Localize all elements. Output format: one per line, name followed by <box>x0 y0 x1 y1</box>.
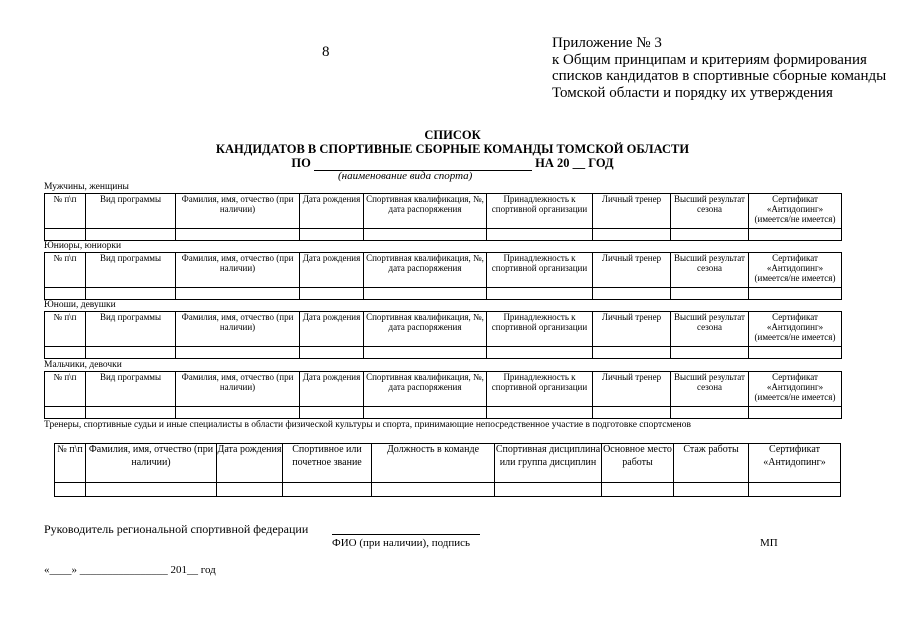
header-row <box>45 312 842 347</box>
section-label: Юноши, девушки <box>44 300 116 310</box>
cell[interactable] <box>364 407 487 419</box>
col-number: № п\п <box>45 194 86 229</box>
cell[interactable] <box>55 483 86 497</box>
cell[interactable] <box>593 288 671 300</box>
cell[interactable] <box>86 407 176 419</box>
col-best-result: Высший результат сезона <box>671 312 749 347</box>
cell[interactable] <box>671 288 749 300</box>
col-antidoping: Сертификат «Антидопинг» (имеется/не имеется) <box>749 312 842 347</box>
cell[interactable] <box>674 483 749 497</box>
col-program: Вид программы <box>86 372 176 407</box>
cell[interactable] <box>671 347 749 359</box>
col-birth-date: Дата рождения <box>300 312 364 347</box>
stamp-placeholder: МП <box>760 537 778 549</box>
col-organization: Принадлежность к спортивной организации <box>487 253 593 288</box>
cell[interactable] <box>749 229 842 241</box>
col-discipline: Спортивная дисциплина или группа дисциплин <box>495 444 602 483</box>
cell[interactable] <box>364 229 487 241</box>
cell[interactable] <box>86 288 176 300</box>
trainers-section-title: Тренеры, спортивные судьи и иные специалисты в области физической культуры и спорта, принимающие непосредственное участие в подготовке спортсменов <box>44 420 691 430</box>
cell[interactable] <box>176 229 300 241</box>
col-organization: Принадлежность к спортивной организации <box>487 312 593 347</box>
table-row <box>45 288 842 300</box>
appendix-title: Приложение № 3 <box>552 35 662 51</box>
cell[interactable] <box>217 483 283 497</box>
header-row <box>45 253 842 288</box>
col-birth-date: Дата рождения <box>300 372 364 407</box>
col-birth-date: Дата рождения <box>300 194 364 229</box>
cell[interactable] <box>487 347 593 359</box>
col-organization: Принадлежность к спортивной организации <box>487 194 593 229</box>
trainers-table <box>54 443 841 497</box>
col-best-result: Высший результат сезона <box>671 253 749 288</box>
date-line[interactable]: «____» ________________ 201__ год <box>44 564 216 576</box>
col-full-name: Фамилия, имя, отчество (при наличии) <box>176 194 300 229</box>
col-antidoping: Сертификат «Антидопинг» <box>749 444 841 483</box>
col-program: Вид программы <box>86 312 176 347</box>
col-coach: Личный тренер <box>593 253 671 288</box>
col-number: № п\п <box>45 372 86 407</box>
signatory-label: Руководитель региональной спортивной федерации <box>44 522 309 536</box>
cell[interactable] <box>671 407 749 419</box>
cell[interactable] <box>45 229 86 241</box>
cell[interactable] <box>364 347 487 359</box>
section-label: Мальчики, девочки <box>44 360 122 370</box>
document-subtitle: КАНДИДАТОВ В СПОРТИВНЫЕ СБОРНЫЕ КОМАНДЫ ТОМСКОЙ ОБЛАСТИ <box>215 142 690 156</box>
cell[interactable] <box>593 407 671 419</box>
col-best-result: Высший результат сезона <box>671 372 749 407</box>
signature-line[interactable] <box>332 523 480 535</box>
cell[interactable] <box>602 483 674 497</box>
cell[interactable] <box>300 229 364 241</box>
athletes-table <box>44 371 842 419</box>
col-organization: Принадлежность к спортивной организации <box>487 372 593 407</box>
col-full-name: Фамилия, имя, отчество (при наличии) <box>176 312 300 347</box>
sport-name-caption: (наименование вида спорта) <box>338 170 473 182</box>
cell[interactable] <box>45 407 86 419</box>
header-row <box>55 444 841 483</box>
col-workplace: Основное место работы <box>602 444 674 483</box>
table-row <box>55 483 841 497</box>
cell[interactable] <box>749 407 842 419</box>
page-number: 8 <box>322 44 330 60</box>
col-qualification: Спортивная квалификация, №, дата распоряжения <box>364 253 487 288</box>
col-position: Должность в команде <box>372 444 495 483</box>
cell[interactable] <box>593 229 671 241</box>
athletes-table <box>44 311 842 359</box>
col-program: Вид программы <box>86 253 176 288</box>
col-full-name: Фамилия, имя, отчество (при наличии) <box>86 444 217 483</box>
col-title: Спортивное или почетное звание <box>283 444 372 483</box>
section-label: Мужчины, женщины <box>44 182 129 192</box>
col-coach: Личный тренер <box>593 372 671 407</box>
cell[interactable] <box>176 407 300 419</box>
col-antidoping: Сертификат «Антидопинг» (имеется/не имеется) <box>749 194 842 229</box>
cell[interactable] <box>283 483 372 497</box>
col-qualification: Спортивная квалификация, №, дата распоряжения <box>364 312 487 347</box>
table-row <box>45 407 842 419</box>
cell[interactable] <box>487 407 593 419</box>
col-coach: Личный тренер <box>593 194 671 229</box>
cell[interactable] <box>487 229 593 241</box>
col-number: № п\п <box>45 253 86 288</box>
col-experience: Стаж работы <box>674 444 749 483</box>
col-antidoping: Сертификат «Антидопинг» (имеется/не имеется) <box>749 372 842 407</box>
col-number: № п\п <box>55 444 86 483</box>
cell[interactable] <box>86 347 176 359</box>
cell[interactable] <box>749 483 841 497</box>
athletes-table <box>44 193 842 241</box>
cell[interactable] <box>671 229 749 241</box>
cell[interactable] <box>372 483 495 497</box>
col-full-name: Фамилия, имя, отчество (при наличии) <box>176 253 300 288</box>
cell[interactable] <box>364 288 487 300</box>
cell[interactable] <box>749 288 842 300</box>
table-row <box>45 229 842 241</box>
col-qualification: Спортивная квалификация, №, дата распоряжения <box>364 194 487 229</box>
cell[interactable] <box>487 288 593 300</box>
col-birth-date: Дата рождения <box>300 253 364 288</box>
cell[interactable] <box>300 347 364 359</box>
header-row <box>45 372 842 407</box>
col-coach: Личный тренер <box>593 312 671 347</box>
sport-suffix: НА 20 __ ГОД <box>535 156 614 170</box>
cell[interactable] <box>749 347 842 359</box>
appendix-text: к Общим принципам и критериям формирования списков кандидатов в спортивные сборные команды Томской области и порядку их утверждения <box>552 51 887 101</box>
appendix-note <box>552 35 892 101</box>
col-program: Вид программы <box>86 194 176 229</box>
cell[interactable] <box>176 347 300 359</box>
cell[interactable] <box>495 483 602 497</box>
cell[interactable] <box>86 483 217 497</box>
cell[interactable] <box>593 347 671 359</box>
cell[interactable] <box>300 288 364 300</box>
signature-caption: ФИО (при наличии), подпись <box>332 537 471 549</box>
col-antidoping: Сертификат «Антидопинг» (имеется/не имеется) <box>749 253 842 288</box>
cell[interactable] <box>45 347 86 359</box>
athletes-table <box>44 252 842 300</box>
cell[interactable] <box>86 229 176 241</box>
sport-prefix: ПО <box>291 156 311 170</box>
sport-line <box>0 156 905 171</box>
col-best-result: Высший результат сезона <box>671 194 749 229</box>
table-row <box>45 347 842 359</box>
cell[interactable] <box>176 288 300 300</box>
col-birth-date: Дата рождения <box>217 444 283 483</box>
cell[interactable] <box>45 288 86 300</box>
header-row <box>45 194 842 229</box>
col-full-name: Фамилия, имя, отчество (при наличии) <box>176 372 300 407</box>
cell[interactable] <box>300 407 364 419</box>
document-title: СПИСОК <box>424 128 481 142</box>
col-number: № п\п <box>45 312 86 347</box>
col-qualification: Спортивная квалификация, №, дата распоряжения <box>364 372 487 407</box>
section-label: Юниоры, юниорки <box>44 241 122 251</box>
